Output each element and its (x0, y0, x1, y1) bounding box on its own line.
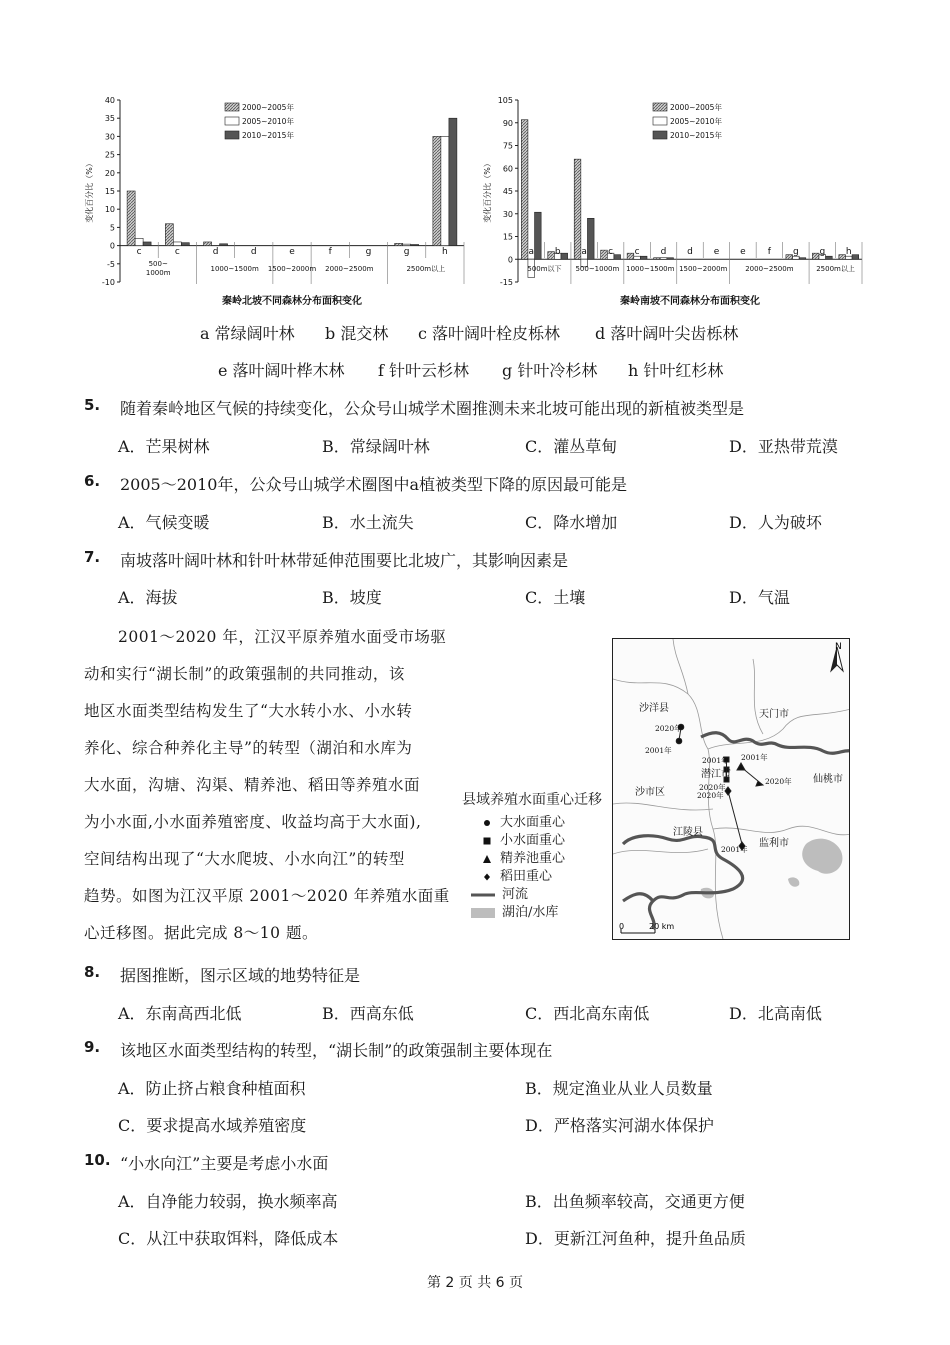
bar (660, 258, 667, 260)
question-number: 5. (84, 396, 101, 414)
option-b[interactable]: B．规定渔业从业人员数量 (525, 1079, 713, 1098)
bar (548, 252, 555, 260)
passage-line: 2001～2020 年，江汉平原养殖水面受市场驱 (118, 628, 447, 646)
legend-swatch (225, 117, 239, 125)
option-d[interactable]: D．亚热带荒漠 (729, 437, 838, 456)
legend-label: 2010~2015年 (242, 131, 294, 140)
legend-small-water: 小水面重心 (482, 829, 565, 848)
group-label: 500~1000m (575, 265, 620, 273)
option-d[interactable]: D．更新江河鱼种，提升鱼品质 (525, 1229, 746, 1248)
legend-big-water: 大水面重心 (482, 811, 565, 830)
group-label: 1000~1500m (626, 265, 675, 273)
forest-legend-item: b 混交林 (325, 324, 389, 343)
y-tick-label: 5 (109, 223, 115, 233)
year-label: 2020年 (699, 783, 726, 792)
dot-icon (482, 818, 492, 828)
bar (574, 159, 581, 259)
question-stem: 据图推断，图示区域的地势特征是 (120, 966, 361, 985)
option-d[interactable]: D．气温 (729, 588, 790, 607)
passage-line: 为小水面,小水面养殖密度、收益均高于大水面), (84, 813, 422, 831)
bar (587, 218, 594, 259)
group-label: 500~ (148, 260, 168, 268)
bar (627, 253, 634, 259)
chart-title: 秦岭北坡不同森林分布面积变化 (222, 296, 362, 307)
option-a[interactable]: A．防止挤占粮食种植面积 (118, 1079, 306, 1098)
category-label: g (403, 247, 410, 257)
place-label: 仙桃市 (813, 774, 843, 785)
option-a[interactable]: A．海拔 (118, 588, 178, 607)
bar (165, 224, 173, 246)
bar (812, 253, 819, 259)
diamond-icon (482, 872, 492, 882)
map-svg (613, 639, 850, 940)
y-tick-label: 30 (502, 209, 513, 219)
year-label: 2001年 (721, 845, 748, 854)
option-c[interactable]: C．要求提高水域养殖密度 (118, 1116, 307, 1135)
category-label: c (608, 247, 614, 257)
y-tick-label: 0 (507, 255, 513, 265)
forest-legend-item: f 针叶云杉林 (378, 361, 470, 380)
y-tick-label: 40 (104, 96, 115, 105)
bar (220, 244, 228, 246)
category-label: d (250, 247, 257, 257)
option-a[interactable]: A．东南高西北低 (118, 1004, 242, 1023)
option-b[interactable]: B．坡度 (322, 588, 382, 607)
y-tick-label: 0 (109, 241, 115, 251)
bar (403, 244, 411, 245)
option-d[interactable]: D．严格落实河湖水体保护 (525, 1116, 714, 1135)
question-number: 9. (84, 1038, 101, 1056)
group-label: 1500~2000m (679, 265, 728, 273)
category-label: d (212, 247, 219, 257)
question-number: 8. (84, 963, 101, 981)
group-label: 1000m (145, 269, 171, 277)
year-label: 2001年 (645, 746, 672, 755)
forest-legend-item: h 针叶红杉林 (628, 361, 724, 380)
forest-legend-item: c 落叶阔叶栓皮栎林 (418, 324, 561, 343)
category-label: e (289, 247, 295, 257)
y-tick-label: 45 (502, 187, 513, 196)
passage-line: 空间结构出现了“大水爬坡、小水向江”的转型 (84, 850, 405, 868)
option-c[interactable]: C．土壤 (525, 588, 586, 607)
rivers (623, 733, 850, 929)
y-tick-label: 75 (502, 141, 513, 151)
question-number: 6. (84, 472, 101, 490)
bar (614, 255, 621, 260)
category-label: f (767, 247, 771, 257)
category-label: g (792, 247, 799, 257)
option-a[interactable]: A．自净能力较弱，换水频率高 (118, 1192, 338, 1211)
category-label: a (528, 247, 534, 257)
migration-map (612, 638, 850, 940)
river-line-icon (470, 890, 496, 900)
legend-swatch (653, 117, 667, 125)
place-label: 潜江市 (701, 769, 731, 780)
bar (411, 245, 419, 246)
y-tick-label: 15 (104, 187, 115, 196)
bar (181, 243, 189, 246)
option-b[interactable]: B．常绿阔叶林 (322, 437, 430, 456)
bar (395, 243, 403, 245)
legend-pond: 精养池重心 (482, 847, 565, 866)
question-number: 10. (84, 1151, 111, 1169)
group-label: 500m以下 (527, 265, 562, 273)
question-stem: 该地区水面类型结构的转型，“湖长制”的政策强制主要体现在 (120, 1041, 553, 1060)
y-tick-label: 20 (104, 168, 115, 178)
scale-length: 20 km (649, 922, 675, 931)
option-d[interactable]: D．北高南低 (729, 1004, 822, 1023)
y-axis-label: 变化百分比（%） (85, 159, 94, 223)
question-stem: 南坡落叶阔叶林和针叶林带延伸范围要比北坡广，其影响因素是 (120, 551, 569, 570)
bar (839, 255, 846, 260)
passage-line: 大水面，沟塘、沟渠、精养池、稻田等养殖水面 (84, 776, 421, 794)
bar (640, 256, 647, 259)
scale-zero: 0 (619, 922, 625, 931)
bar (127, 191, 135, 246)
y-axis-label: 变化百分比（%） (483, 159, 492, 223)
north-label: N (835, 642, 842, 652)
bar (441, 136, 449, 245)
group-label: 2500m以上 (406, 265, 446, 273)
bar (521, 120, 528, 260)
legend-label: 2010~2015年 (670, 131, 722, 140)
pond-2001 (737, 763, 745, 770)
place-label: 江陵县 (673, 827, 703, 838)
y-tick-label: 10 (104, 205, 115, 215)
group-label: 2000~2500m (325, 265, 374, 273)
y-tick-label: 60 (502, 164, 513, 174)
option-a[interactable]: A．芒果树林 (118, 437, 210, 456)
option-b[interactable]: B．出鱼频率较高，交通更方便 (525, 1192, 745, 1211)
triangle-icon (482, 854, 492, 864)
category-label: b (554, 247, 561, 257)
chart-north-svg (80, 92, 472, 310)
place-label: 监利市 (759, 838, 789, 849)
place-label: 天门市 (759, 709, 789, 720)
passage-line: 趋势。如图为江汉平原 2001～2020 年养殖水面重 (84, 887, 450, 905)
bar (826, 256, 833, 259)
scale-bar (619, 922, 674, 933)
chart-north-slope (80, 92, 472, 310)
question-stem: “小水向江”主要是考虑小水面 (120, 1154, 329, 1173)
category-label: c (174, 247, 180, 257)
chart-south-slope (478, 92, 870, 310)
y-tick-label: 90 (502, 118, 513, 128)
bar (601, 250, 608, 259)
bar (143, 242, 151, 246)
category-label: e (740, 247, 746, 257)
bar (204, 242, 212, 246)
map-legend-title: 县域养殖水面重心迁移 (462, 792, 602, 808)
category-label: e (713, 247, 720, 257)
passage-line: 心迁移图。据此完成 8～10 题。 (84, 924, 318, 942)
y-tick-label: -10 (101, 278, 115, 287)
question-stem: 随着秦岭地区气候的持续变化，公众号山城学术圈推测未来北坡可能出现的新植被类型是 (120, 399, 745, 418)
option-b[interactable]: B．西高东低 (322, 1004, 414, 1023)
category-label: f (328, 247, 332, 257)
option-c[interactable]: C．西北高东南低 (525, 1004, 650, 1023)
bar (449, 118, 457, 245)
y-tick-label: 30 (104, 132, 115, 142)
bar (799, 258, 806, 260)
year-label: 2020年 (697, 791, 724, 800)
legend-swatch (653, 131, 667, 139)
year-label: 2001年 (702, 756, 729, 765)
forest-legend-item: g 针叶冷杉林 (502, 361, 598, 380)
bar (667, 258, 674, 260)
legend-label: 2000~2005年 (670, 103, 722, 112)
legend-swatch (225, 103, 239, 111)
legend-swatch (653, 103, 667, 111)
bar (433, 136, 441, 245)
passage-line: 动和实行“湖长制”的政策强制的共同推动，该 (84, 665, 405, 683)
year-label: 2001年 (741, 753, 768, 762)
y-tick-label: -15 (499, 278, 513, 287)
bar (654, 258, 661, 260)
year-label: 2020年 (655, 724, 682, 733)
forest-legend-item: e 落叶阔叶桦木林 (218, 361, 345, 380)
year-label: 2020年 (765, 777, 792, 786)
group-label: 2500m以上 (816, 265, 855, 273)
legend-river: 河流 (470, 883, 528, 902)
place-label: 沙洋县 (639, 703, 669, 714)
option-c[interactable]: C．从江中获取饵料，降低成本 (118, 1229, 339, 1248)
bar (173, 242, 181, 246)
legend-label: 2005~2010年 (670, 117, 722, 126)
category-label: d (660, 247, 667, 257)
category-label: g (819, 247, 826, 257)
square-icon (482, 836, 492, 846)
legend-label: 2000~2005年 (242, 103, 294, 112)
option-b[interactable]: B．水土流失 (322, 513, 414, 532)
forest-legend-item: a 常绿阔叶林 (200, 324, 295, 343)
group-label: 1000~1500m (210, 265, 259, 273)
group-label: 2000~2500m (745, 265, 794, 273)
passage-line: 养化、综合种养化主导”的转型（湖泊和水库为 (84, 739, 413, 757)
category-label: h (442, 247, 448, 257)
bar (535, 212, 542, 259)
y-tick-label: 105 (497, 96, 513, 105)
bar (786, 255, 793, 260)
category-label: g (365, 247, 372, 257)
option-c[interactable]: C．灌丛草甸 (525, 437, 618, 456)
category-label: d (687, 247, 693, 257)
option-c[interactable]: C．降水增加 (525, 513, 618, 532)
category-label: c (634, 247, 640, 257)
lake-swatch-icon (470, 907, 496, 919)
y-tick-label: 15 (502, 232, 513, 242)
category-label: c (136, 247, 142, 257)
chart-south-svg (478, 92, 870, 310)
forest-legend-item: d 落叶阔叶尖齿栎林 (595, 324, 739, 343)
bar (561, 253, 568, 259)
category-label: a (581, 247, 587, 257)
y-tick-label: -5 (107, 259, 115, 269)
y-tick-label: 35 (104, 114, 115, 124)
chart-title: 秦岭南坡不同森林分布面积变化 (620, 296, 760, 307)
passage-line: 地区水面类型结构发生了“大水转小水、小水转 (84, 702, 413, 720)
option-d[interactable]: D．人为破坏 (729, 513, 822, 532)
place-label: 沙市区 (635, 787, 665, 798)
bar (852, 255, 859, 260)
option-a[interactable]: A．气候变暖 (118, 513, 210, 532)
pond-2020-arrow (756, 781, 763, 786)
legend-lake: 湖泊/水库 (470, 901, 558, 920)
group-label: 1500~2000m (267, 265, 317, 273)
question-number: 7. (84, 548, 101, 566)
y-tick-label: 25 (104, 150, 115, 160)
paddy-2020 (725, 787, 731, 795)
bar (135, 238, 143, 245)
category-label: h (845, 247, 852, 257)
big-water-2001 (676, 738, 682, 744)
legend-label: 2005~2010年 (242, 117, 294, 126)
question-stem: 2005～2010年，公众号山城学术圈图中a植被类型下降的原因最可能是 (120, 475, 627, 494)
page-footer: 第 2 页 共 6 页 (426, 1275, 524, 1291)
legend-paddy: 稻田重心 (482, 865, 552, 884)
legend-swatch (225, 131, 239, 139)
